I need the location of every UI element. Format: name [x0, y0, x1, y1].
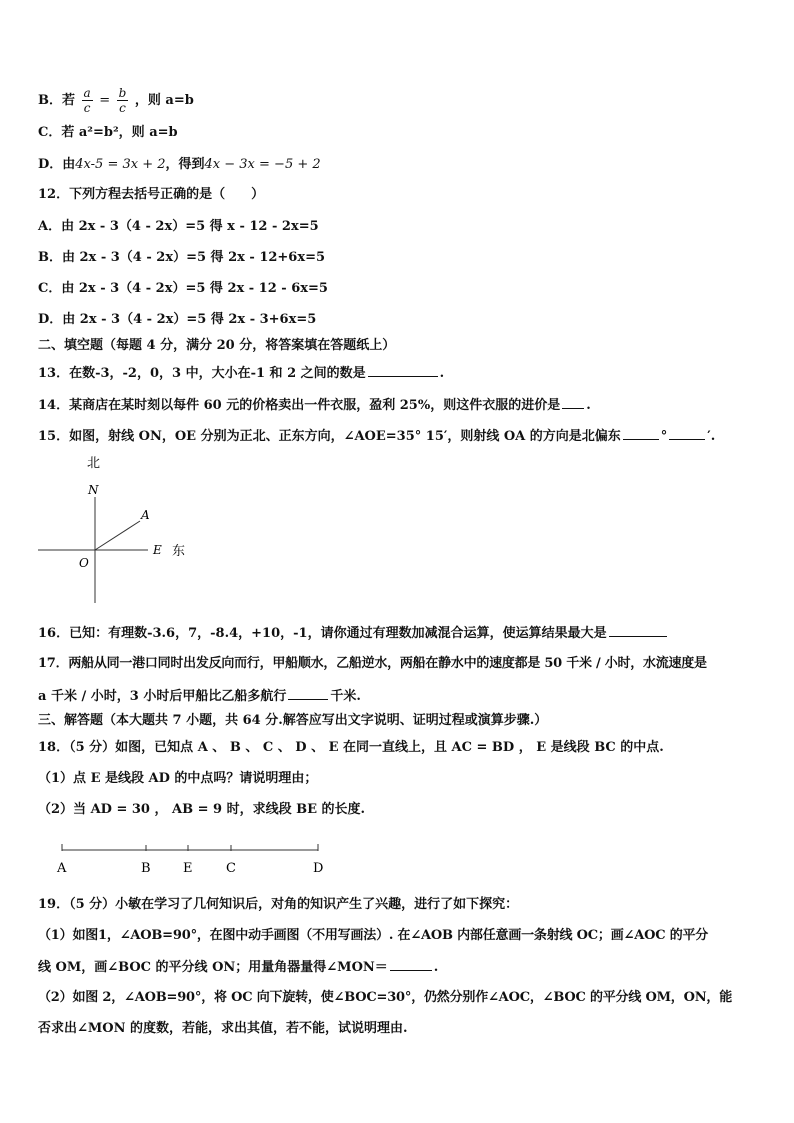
- q13-answer-blank[interactable]: [368, 364, 438, 377]
- q15-degree-blank[interactable]: [623, 427, 659, 440]
- section-3-heading: 三、解答题（本大题共 7 小题，共 64 分.解答应写出文字说明、证明过程或演算步骤.）: [38, 713, 548, 728]
- a-point-label: A: [57, 861, 67, 876]
- a-label: A: [141, 508, 150, 522]
- c-point-label: C: [226, 861, 236, 876]
- q19-answer-blank[interactable]: [390, 958, 432, 971]
- q14-answer-blank[interactable]: [562, 396, 584, 409]
- q12-option-d: D．由 2x - 3（4 - 2x）=5 得 2x - 3+6x=5: [38, 312, 317, 327]
- q19-part-2-line-2: 否求出∠MON 的度数，若能，求出其值，若不能，试说明理由.: [38, 1021, 408, 1036]
- q18-stem: 18．（5 分）如图，已知点 A 、 B 、 C 、 D 、 E 在同一直线上，且 AC = BD ， E 是线段 BC 的中点.: [38, 740, 664, 755]
- q12-stem: 12．下列方程去括号正确的是（ ）: [38, 187, 265, 202]
- q15-end: ′.: [707, 429, 716, 444]
- q15-minute-blank[interactable]: [669, 427, 705, 440]
- q15-direction-figure: [30, 455, 210, 610]
- q18-part-1: （1）点 E 是线段 AD 的中点吗？请说明理由；: [38, 771, 318, 786]
- section-2-heading: 二、填空题（每题 4 分，满分 20 分，将答案填在答题纸上）: [38, 338, 396, 353]
- q19-part-1-line-1: （1）如图1，∠AOB=90°，在图中动手画图（不用写画法）. 在∠AOB 内部任意画一条射线 OC；画∠AOC 的平分: [38, 928, 709, 943]
- e-point-label: E: [183, 861, 193, 876]
- north-cn-label: 北: [87, 456, 101, 471]
- q15-text: 15．如图，射线 ON，OE 分别为正北、正东方向，∠AOE=35° 15′，则射线 OA 的方向是北偏东: [38, 429, 621, 444]
- q11-b-suffix: ，则 a=b: [134, 93, 194, 108]
- q17-text: a 千米 / 小时，3 小时后甲船比乙船多航行: [38, 689, 287, 704]
- q19-stem: 19．（5 分）小敏在学习了几何知识后，对角的知识产生了兴趣，进行了如下探究：: [38, 897, 519, 912]
- e-label: E: [153, 543, 162, 557]
- q17-line-2: [38, 687, 361, 706]
- q13-end: .: [439, 366, 445, 381]
- q16-answer-blank[interactable]: [609, 624, 667, 637]
- q12-option-b: B．由 2x - 3（4 - 2x）=5 得 2x - 12+6x=5: [38, 250, 326, 265]
- q14: [38, 396, 591, 415]
- q11-option-b: [38, 86, 194, 115]
- q11-d-math-1: 4x-5 = 3x + 2: [75, 157, 166, 172]
- q17-end: 千米.: [330, 689, 361, 704]
- q19-part-2-line-1: （2）如图 2，∠AOB=90°，将 OC 向下旋转，使∠BOC=30°，仍然分别作∠AOC，∠BOC 的平分线 OM，ON，能: [38, 990, 733, 1005]
- q17-answer-blank[interactable]: [288, 687, 328, 700]
- ray-oa-line: [95, 521, 140, 550]
- q18-part-2: （2）当 AD = 30 ， AB = 9 时，求线段 BE 的长度.: [38, 802, 366, 817]
- q11-d-math-2: 4x − 3x = −5 + 2: [204, 157, 321, 172]
- q16: [38, 624, 669, 643]
- q13: [38, 364, 444, 383]
- d-point-label: D: [313, 861, 324, 876]
- q11-d-prefix: D．由: [38, 157, 76, 172]
- q11-option-c: C．若 a²=b²，则 a=b: [38, 125, 178, 140]
- q11-b-prefix: B．若: [38, 93, 75, 108]
- q14-end: .: [586, 398, 591, 413]
- q15-degree-sign: °: [660, 429, 668, 444]
- q11-b-fraction-2: $\frac{b}{c}$: [118, 86, 127, 115]
- q11-b-equals: =: [99, 93, 111, 108]
- q19-part-1-text: 线 OM，画∠BOC 的平分线 ON；用量角器量得∠MON＝: [38, 960, 388, 975]
- east-cn-label: 东: [172, 544, 186, 559]
- q11-b-fraction-1: $\frac{a}{c}$: [83, 86, 91, 115]
- q19-part-1-line-2: [38, 958, 438, 977]
- b-point-label: B: [141, 861, 151, 876]
- q14-text: 14．某商店在某时刻以每件 60 元的价格卖出一件衣服，盈利 25%，则这件衣服的进价是: [38, 398, 561, 413]
- q12-option-a: A．由 2x - 3（4 - 2x）=5 得 x - 12 - 2x=5: [38, 219, 319, 234]
- q11-d-mid: ，得到: [165, 157, 205, 172]
- q12-option-c: C．由 2x - 3（4 - 2x）=5 得 2x - 12 - 6x=5: [38, 281, 328, 296]
- q16-text: 16．已知：有理数-3.6，7，-8.4，+10，-1，请你通过有理数加减混合运算，使运算结果最大是: [38, 626, 607, 641]
- q17-line-1: 17．两船从同一港口同时出发反向而行，甲船顺水，乙船逆水，两船在静水中的速度都是 50 千米 / 小时，水流速度是: [38, 656, 707, 671]
- q18-segment-figure: [50, 838, 340, 880]
- n-label: N: [88, 483, 99, 497]
- q15: [38, 427, 715, 446]
- q13-text: 13．在数-3，-2，0，3 中，大小在-1 和 2 之间的数是: [38, 366, 366, 381]
- o-label: O: [79, 556, 89, 570]
- q11-option-d: [38, 156, 321, 174]
- q19-part-1-end: .: [433, 960, 439, 975]
